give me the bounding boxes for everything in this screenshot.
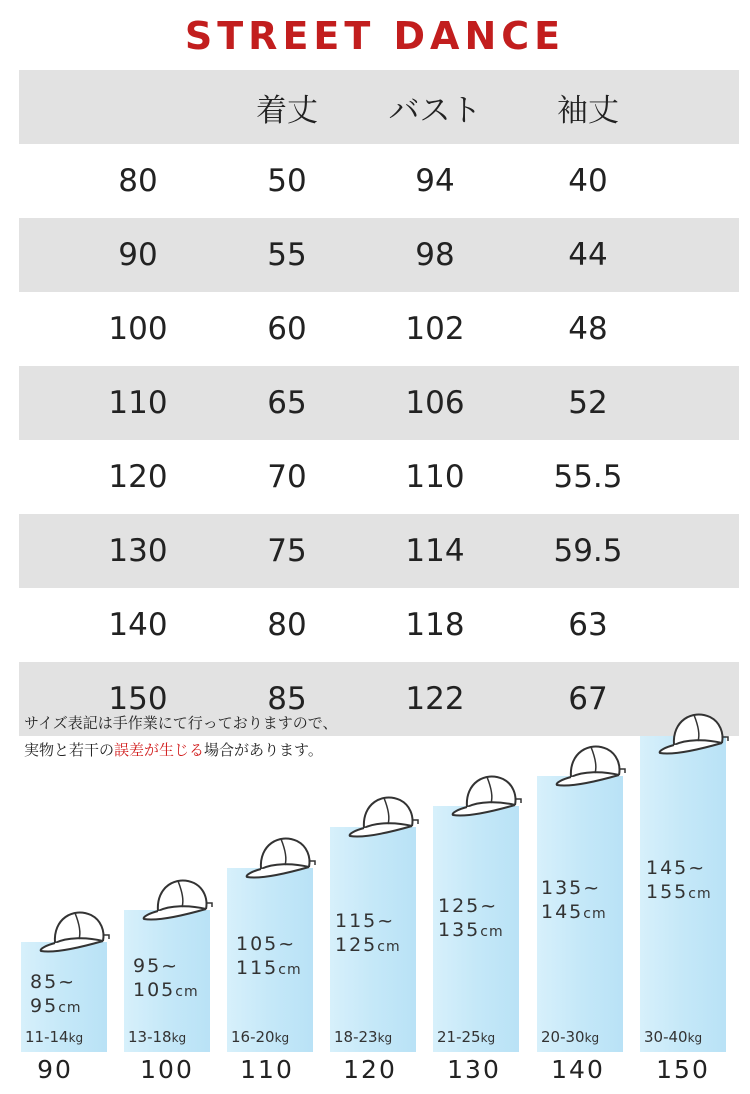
cap-icon <box>241 827 319 883</box>
size-bar <box>21 942 107 1052</box>
height-unit: cm <box>688 886 712 902</box>
cell-length: 65 <box>267 385 307 421</box>
cell-bust: 114 <box>405 533 465 569</box>
cell-length: 80 <box>267 607 307 643</box>
height-unit: cm <box>175 984 199 1000</box>
height-to: 105 <box>133 979 176 1001</box>
table-row <box>19 514 739 588</box>
height-to-line <box>30 994 82 1020</box>
table-row <box>19 588 739 662</box>
size-bar <box>640 736 726 1052</box>
cap-icon <box>654 703 732 759</box>
cell-sleeve: 67 <box>568 681 608 717</box>
height-to: 115 <box>236 957 279 979</box>
cell-size: 80 <box>118 163 158 199</box>
header-size <box>63 70 213 144</box>
cell-sleeve: 40 <box>568 163 608 199</box>
height-to-line <box>646 880 712 906</box>
cell-size: 100 <box>108 311 168 347</box>
height-from: 85~ <box>30 971 77 993</box>
cell-bust: 94 <box>415 163 455 199</box>
cell-length: 75 <box>267 533 307 569</box>
cell-length: 85 <box>267 681 307 717</box>
weight-value: 18-23 <box>334 1028 378 1046</box>
weight-value: 11-14 <box>25 1028 69 1046</box>
weight-range <box>128 1028 186 1046</box>
size-bar <box>227 868 313 1052</box>
weight-range <box>644 1028 702 1046</box>
cell-bust: 118 <box>405 607 465 643</box>
cell-size: 90 <box>118 237 158 273</box>
size-note <box>24 710 444 764</box>
cell-bust: 102 <box>405 311 465 347</box>
height-from: 125~ <box>438 895 499 917</box>
height-to-line <box>236 956 302 982</box>
weight-value: 30-40 <box>644 1028 688 1046</box>
height-to: 135 <box>438 919 481 941</box>
weight-range <box>231 1028 289 1046</box>
weight-unit: kg <box>480 1031 496 1045</box>
table-row <box>19 218 739 292</box>
weight-unit: kg <box>171 1031 187 1045</box>
cell-sleeve: 59.5 <box>553 533 623 569</box>
cell-length: 70 <box>267 459 307 495</box>
size-label: 150 <box>656 1055 710 1084</box>
cap-icon <box>447 765 525 821</box>
cap-icon <box>35 901 113 957</box>
table-row <box>19 440 739 514</box>
size-label: 90 <box>37 1055 73 1084</box>
cell-bust: 122 <box>405 681 465 717</box>
weight-unit: kg <box>687 1031 703 1045</box>
table-row <box>19 366 739 440</box>
size-bar <box>330 827 416 1052</box>
weight-value: 13-18 <box>128 1028 172 1046</box>
cell-size: 140 <box>108 607 168 643</box>
cell-sleeve: 52 <box>568 385 608 421</box>
height-from: 105~ <box>236 933 297 955</box>
height-from: 95~ <box>133 955 180 977</box>
weight-range <box>334 1028 392 1046</box>
weight-range <box>541 1028 599 1046</box>
weight-unit: kg <box>68 1031 84 1045</box>
cell-size: 150 <box>108 681 168 717</box>
height-to: 145 <box>541 901 584 923</box>
height-unit: cm <box>377 939 401 955</box>
cell-size: 130 <box>108 533 168 569</box>
size-label: 120 <box>343 1055 397 1084</box>
cap-icon <box>551 735 629 791</box>
height-to: 95 <box>30 995 59 1017</box>
cell-size: 110 <box>108 385 168 421</box>
header-bust: バスト <box>388 92 482 129</box>
height-unit: cm <box>278 962 302 978</box>
cell-sleeve: 44 <box>568 237 608 273</box>
weight-unit: kg <box>274 1031 290 1045</box>
note-text: 実物と若干の <box>24 741 115 759</box>
cell-bust: 106 <box>405 385 465 421</box>
table-row <box>19 292 739 366</box>
size-label: 140 <box>551 1055 605 1084</box>
weight-value: 16-20 <box>231 1028 275 1046</box>
weight-range <box>437 1028 495 1046</box>
size-label: 130 <box>447 1055 501 1084</box>
cell-length: 55 <box>267 237 307 273</box>
cap-icon <box>138 869 216 925</box>
height-from: 135~ <box>541 877 602 899</box>
height-to-line <box>541 900 607 926</box>
size-label: 110 <box>240 1055 294 1084</box>
height-to-line <box>438 918 504 944</box>
size-table <box>19 70 739 736</box>
size-bar <box>124 910 210 1052</box>
weight-range <box>25 1028 83 1046</box>
height-to: 125 <box>335 934 378 956</box>
cell-bust: 98 <box>415 237 455 273</box>
cell-bust: 110 <box>405 459 465 495</box>
height-unit: cm <box>480 924 504 940</box>
cell-sleeve: 48 <box>568 311 608 347</box>
height-from: 115~ <box>335 910 396 932</box>
height-to-line <box>335 933 401 959</box>
weight-value: 20-30 <box>541 1028 585 1046</box>
table-header-row <box>19 70 739 144</box>
weight-unit: kg <box>377 1031 393 1045</box>
header-length: 着丈 <box>256 92 318 129</box>
size-label: 100 <box>140 1055 194 1084</box>
cell-length: 50 <box>267 163 307 199</box>
cell-sleeve: 63 <box>568 607 608 643</box>
height-unit: cm <box>58 1000 82 1016</box>
height-from: 145~ <box>646 857 707 879</box>
header-sleeve: 袖丈 <box>557 92 619 129</box>
height-to: 155 <box>646 881 689 903</box>
table-row <box>19 144 739 218</box>
note-line-1: サイズ表記は手作業にて行っておりますので、 <box>24 714 338 732</box>
cap-icon <box>344 786 422 842</box>
cell-length: 60 <box>267 311 307 347</box>
cell-sleeve: 55.5 <box>553 459 623 495</box>
weight-unit: kg <box>584 1031 600 1045</box>
height-to-line <box>133 978 199 1004</box>
note-warning: 誤差が生じる <box>114 741 205 759</box>
size-bar <box>433 806 519 1052</box>
cell-size: 120 <box>108 459 168 495</box>
note-line-2 <box>24 737 444 764</box>
page-title: STREET DANCE <box>184 14 566 58</box>
note-text: 場合があります。 <box>204 741 323 759</box>
height-unit: cm <box>583 906 607 922</box>
weight-value: 21-25 <box>437 1028 481 1046</box>
size-bar <box>537 776 623 1052</box>
